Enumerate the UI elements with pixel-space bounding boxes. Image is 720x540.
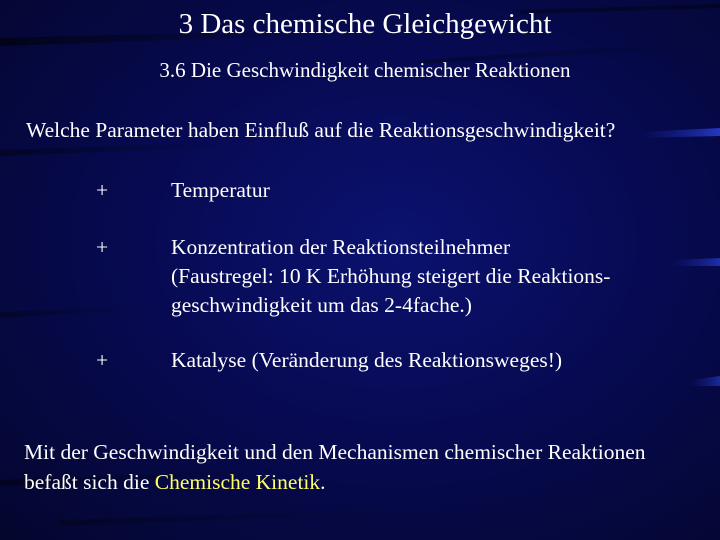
bullet-marker: + [96,235,109,259]
bullet-marker: + [96,348,109,372]
closing-suffix: . [320,470,326,494]
bullet-line: (Faustregel: 10 K Erhöhung steigert die Reaktions- [171,264,611,288]
closing-prefix: befaßt sich die [24,470,155,494]
bullet-line: Katalyse (Veränderung des Reaktionsweges!) [171,348,563,372]
bullet-line: geschwindigkeit um das 2-4fache.) [171,293,472,317]
closing-line-2 [24,467,646,497]
closing-line-1: Mit der Geschwindigkeit und den Mechanismen chemischer Reaktionen [24,440,646,464]
highlight-term: Chemische Kinetik [154,470,321,494]
bullet-item-konzentration [171,233,610,320]
bullet-item-katalyse [171,346,562,375]
bullet-line: Konzentration der Reaktionsteilnehmer [171,235,511,259]
bullet-marker: + [96,178,109,202]
closing-paragraph [24,437,646,497]
slide-subtitle: 3.6 Die Geschwindigkeit chemischer Reaktionen [159,58,571,82]
question-text: Welche Parameter haben Einfluß auf die Reaktionsgeschwindigkeit? [26,118,616,142]
bullet-line: Temperatur [171,178,270,202]
bullet-item-temperatur [171,176,270,205]
slide-title: 3 Das chemische Gleichgewicht [178,8,552,40]
